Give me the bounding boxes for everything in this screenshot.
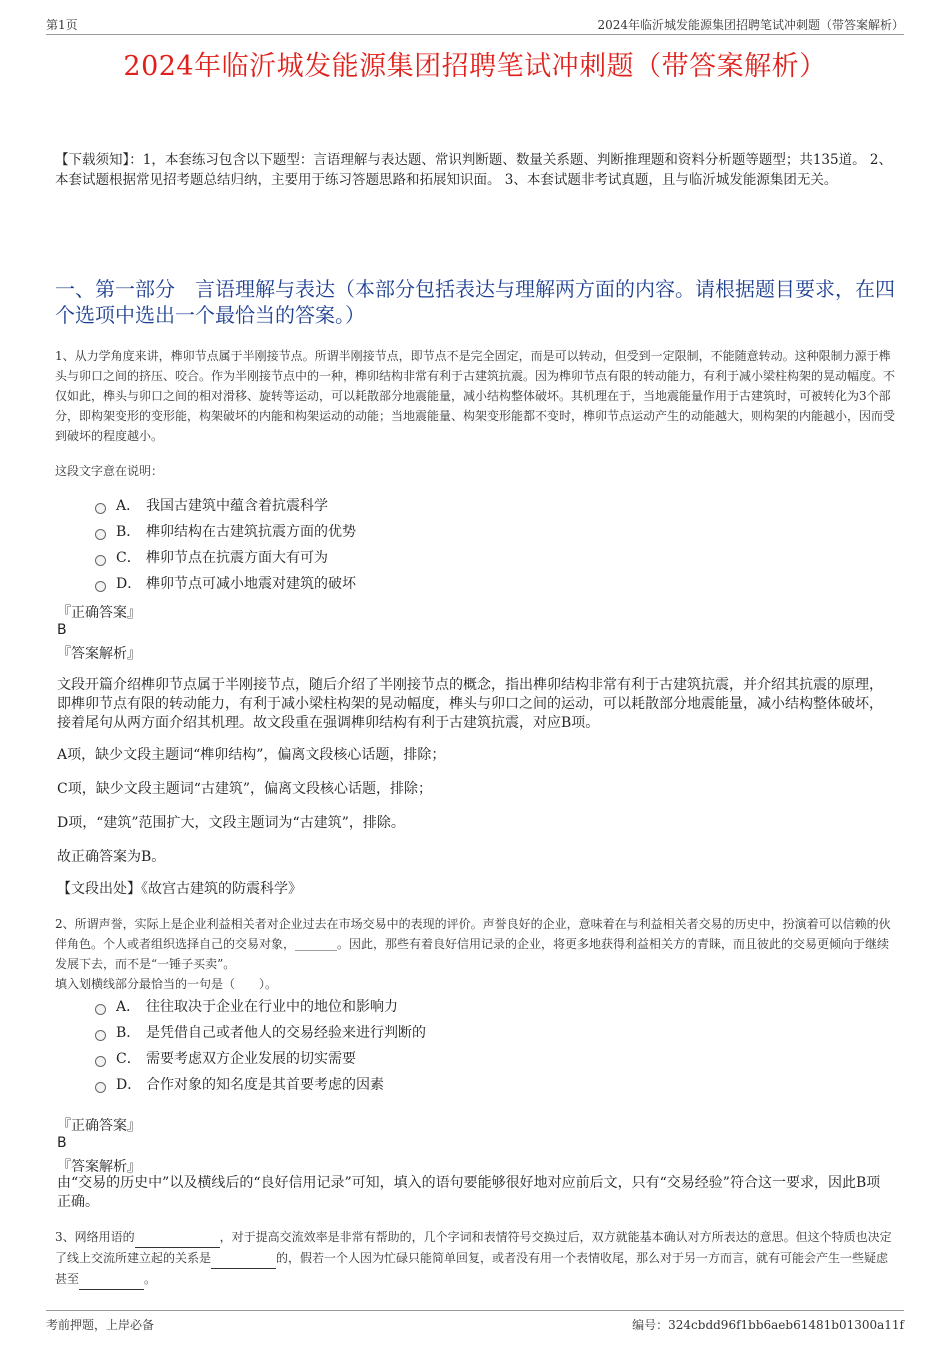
option-a[interactable]: A． 往往取决于企业在行业中的地位和影响力 xyxy=(95,993,426,1019)
header-doc-title: 2024年临沂城发能源集团招聘笔试冲刺题（带答案解析） xyxy=(597,18,904,32)
section-heading: 一、第一部分 言语理解与表达（本部分包括表达与理解两方面的内容。请根据题目要求，在四个选项中选出一个最恰当的答案。） xyxy=(55,277,895,327)
option-b[interactable]: B． 是凭借自己或者他人的交易经验来进行判断的 xyxy=(95,1019,426,1045)
page-number: 第1页 xyxy=(46,18,78,32)
analysis-text: 文段开篇介绍榫卯节点属于半刚接节点，随后介绍了半刚接节点的概念，指出榫卯结构非常有利于古建筑抗震，并介绍其抗震的原理，即榫卯节点有限的转动能力，有利于减小梁柱构架的晃动幅度，榫头与卯口之间的运动，可以耗散部分地震能量，减小结构整体破坏，接着尾句从两方面介绍其机理。故文段重在强调榫卯结构有利于古建筑抗震，对应B项。 xyxy=(57,677,883,731)
radio-icon[interactable] xyxy=(95,1082,106,1093)
fill-blank: _______ xyxy=(295,937,338,951)
answer-label: 『正确答案』 xyxy=(57,605,141,621)
fill-blank xyxy=(135,1227,220,1248)
question-2-text: 2、所谓声誉，实际上是企业利益相关者对企业过去在市场交易中的表现的评价。声誉良好的企业，意味着在与利益相关者交易的历史中，扮演着可以信赖的伙伴角色。个人或者组织选择自己的交易对象，_______。因此，那些有着良好信用记录的企业，将更多地获得利益相关方的青睐，而且彼此的交易更倾向于继续发展下去，而不是“一锤子买卖”。 xyxy=(55,917,891,971)
analysis-label: 『答案解析』 xyxy=(57,1159,141,1175)
answer-value: B xyxy=(57,622,67,638)
page-footer xyxy=(46,1310,904,1336)
answer-label: 『正确答案』 xyxy=(57,1118,141,1134)
option-d[interactable]: D． 榫卯节点可减小地震对建筑的破坏 xyxy=(95,570,356,596)
answer-value: B xyxy=(57,1135,67,1151)
radio-icon[interactable] xyxy=(95,1056,106,1067)
radio-icon[interactable] xyxy=(95,1030,106,1041)
source-citation: 【文段出处】《故宫古建筑的防震科学》 xyxy=(57,881,302,897)
analysis-label: 『答案解析』 xyxy=(57,646,141,662)
footer-slogan: 考前押题，上岸必备 xyxy=(46,1318,155,1332)
option-d[interactable]: D． 合作对象的知名度是其首要考虑的因素 xyxy=(95,1071,426,1097)
question-2-options xyxy=(95,993,426,1097)
question-1-text: 1、从力学角度来讲，榫卯节点属于半刚接节点。所谓半刚接节点，即节点不是完全固定，而是可以转动，但受到一定限制，不能随意转动。这种限制力源于榫头与卯口之间的挤压、咬合。作为半刚接节点中的一种，榫卯结构非常有利于古建筑抗震。因为榫卯节点有限的转动能力，有利于减小梁柱构架的晃动幅度。不仅如此，榫头与卯口之间的相对滑移、旋转等运动，可以耗散部分地震能量，减小结构整体破坏。其机理在于，当地震能量作用于古建筑时，可被转化为3个部分，即构架变形的变形能，构架破坏的内能和构架运动的动能；当地震能量、构架变形能都不变时，榫卯节点运动产生的动能越大，则构架的内能越小，因而受到破坏的程度越小。 xyxy=(55,349,896,443)
option-c[interactable]: C． 需要考虑双方企业发展的切实需要 xyxy=(95,1045,426,1071)
question-1-prompt: 这段文字意在说明： xyxy=(55,464,164,478)
question-3-text: 3、网络用语的 ，对于提高交流效率是非常有帮助的，几个字词和表情符号交换过后，双方就能基本确认对方所表达的意思。但这个特质也决定了线上交流所建立起的关系是 的，假若一个人因为忙碌只能简单回复，或者没有用一个表情收尾，那么对于另一方而言，就有可能会产生一些疑虑甚至 。 xyxy=(55,1227,900,1290)
radio-icon[interactable] xyxy=(95,503,106,514)
download-notice: 【下载须知】：1，本套练习包含以下题型：言语理解与表达题、常识判断题、数量关系题、判断推理题和资料分析题等题型；共135道。 2、本套试题根据常见招考题总结归纳，主要用于练习答题思路和拓展知识面。 3、本套试题非考试真题，且与临沂城发能源集团无关。 xyxy=(55,152,892,188)
radio-icon[interactable] xyxy=(95,555,106,566)
question-1-options xyxy=(95,492,356,596)
document-title: 2024年临沂城发能源集团招聘笔试冲刺题（带答案解析） xyxy=(123,51,827,82)
document-id: 编号：324cbdd96f1bb6aeb61481b01300a11f xyxy=(632,1318,904,1332)
option-a[interactable]: A． 我国古建筑中蕴含着抗震科学 xyxy=(95,492,356,518)
question-2-prompt: 填入划横线部分最恰当的一句是（ ）。 xyxy=(55,977,278,991)
analysis-note: C项，缺少文段主题词“古建筑”，偏离文段核心话题，排除； xyxy=(57,781,433,797)
page-header xyxy=(46,14,904,35)
analysis-text: 由“交易的历史中”以及横线后的“良好信用记录”可知，填入的语句要能够很好地对应前后文，只有“交易经验”符合这一要求，因此B项正确。 xyxy=(57,1175,881,1210)
radio-icon[interactable] xyxy=(95,1004,106,1015)
analysis-note: A项，缺少文段主题词“榫卯结构”，偏离文段核心话题，排除； xyxy=(57,747,446,763)
analysis-conclusion: 故正确答案为B。 xyxy=(57,849,166,865)
option-c[interactable]: C． 榫卯节点在抗震方面大有可为 xyxy=(95,544,356,570)
analysis-note: D项，“建筑”范围扩大，文段主题词为“古建筑”，排除。 xyxy=(57,815,405,831)
fill-blank xyxy=(79,1269,144,1290)
radio-icon[interactable] xyxy=(95,581,106,592)
radio-icon[interactable] xyxy=(95,529,106,540)
fill-blank xyxy=(211,1248,276,1269)
option-b[interactable]: B． 榫卯结构在古建筑抗震方面的优势 xyxy=(95,518,356,544)
